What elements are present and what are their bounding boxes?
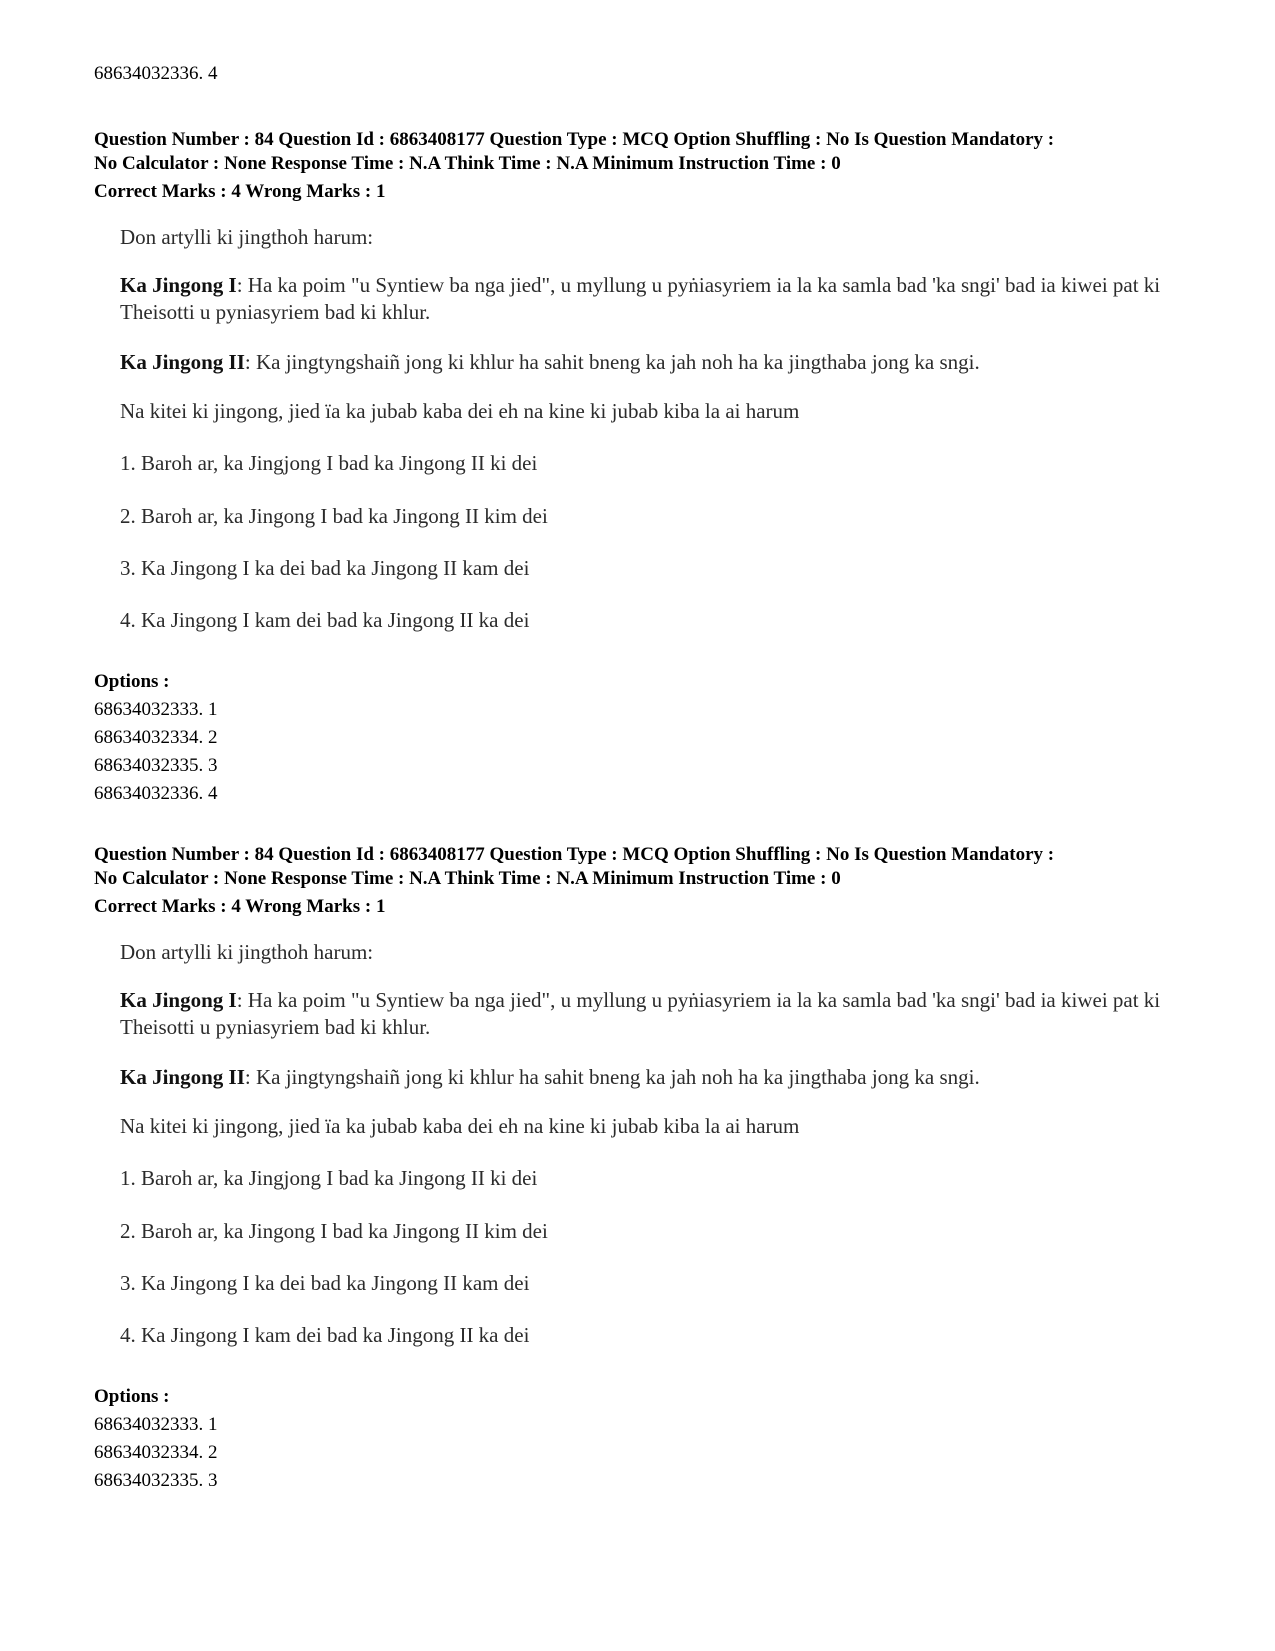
top-option-line: 68634032336. 4 — [94, 63, 218, 84]
choice-4: 4. Ka Jingong I kam dei bad ka Jingong II ka dei — [120, 608, 530, 632]
question-prompt: Na kitei ki jingong, jied ïa ka jubab kaba dei eh na kine ki jubab kiba la ai harum — [120, 1114, 800, 1138]
meta-line-1: Question Number : 84 Question Id : 6863408177 Question Type : MCQ Option Shuffling : No Is Question Mandatory : — [94, 844, 1055, 865]
option-id-1: 68634032333. 1 — [94, 699, 218, 720]
choice-2: 2. Baroh ar, ka Jingong I bad ka Jingong II kim dei — [120, 504, 548, 528]
statement-2-label: Ka Jingong II — [120, 350, 245, 374]
marks-line: Correct Marks : 4 Wrong Marks : 1 — [94, 181, 386, 202]
options-label: Options : — [94, 1386, 170, 1407]
meta-line-2: No Calculator : None Response Time : N.A Think Time : N.A Minimum Instruction Time : 0 — [94, 868, 841, 889]
statement-2 — [120, 1064, 980, 1091]
option-id-2: 68634032334. 2 — [94, 727, 218, 748]
statement-1-text: : Ha ka poim "u Syntiew ba nga jied", u myllung u pyṅiasyriem ia la ka samla bad 'ka sngi' bad ia kiwei pat ki Theisotti u pyniasyriem bad ki khlur. — [120, 988, 1161, 1039]
choice-3: 3. Ka Jingong I ka dei bad ka Jingong II kam dei — [120, 556, 530, 580]
option-id-3: 68634032335. 3 — [94, 1470, 218, 1491]
statement-1-text: : Ha ka poim "u Syntiew ba nga jied", u myllung u pyṅiasyriem ia la ka samla bad 'ka sngi' bad ia kiwei pat ki Theisotti u pyniasyriem bad ki khlur. — [120, 273, 1161, 324]
statement-1 — [120, 272, 1180, 326]
statement-2 — [120, 349, 980, 376]
statement-2-text: : Ka jingtyngshaiñ jong ki khlur ha sahit bneng ka jah noh ha ka jingthaba jong ka sngi. — [244, 1065, 980, 1089]
option-id-1: 68634032333. 1 — [94, 1414, 218, 1435]
statement-1-label: Ka Jingong I — [120, 988, 237, 1012]
statement-2-label: Ka Jingong II — [120, 1065, 245, 1089]
question-intro: Don artylli ki jingthoh harum: — [120, 225, 374, 249]
statement-1 — [120, 987, 1180, 1041]
choice-1: 1. Baroh ar, ka Jingjong I bad ka Jingong II ki dei — [120, 1166, 538, 1190]
meta-line-2: No Calculator : None Response Time : N.A Think Time : N.A Minimum Instruction Time : 0 — [94, 153, 841, 174]
question-meta — [94, 843, 1194, 891]
choice-3: 3. Ka Jingong I ka dei bad ka Jingong II kam dei — [120, 1271, 530, 1295]
question-meta — [94, 128, 1194, 176]
question-intro: Don artylli ki jingthoh harum: — [120, 940, 374, 964]
meta-line-1: Question Number : 84 Question Id : 6863408177 Question Type : MCQ Option Shuffling : No Is Question Mandatory : — [94, 129, 1055, 150]
statement-2-text: : Ka jingtyngshaiñ jong ki khlur ha sahit bneng ka jah noh ha ka jingthaba jong ka sngi. — [244, 350, 980, 374]
statement-1-label: Ka Jingong I — [120, 273, 237, 297]
choice-4: 4. Ka Jingong I kam dei bad ka Jingong II ka dei — [120, 1323, 530, 1347]
marks-line: Correct Marks : 4 Wrong Marks : 1 — [94, 896, 386, 917]
option-id-2: 68634032334. 2 — [94, 1442, 218, 1463]
question-prompt: Na kitei ki jingong, jied ïa ka jubab kaba dei eh na kine ki jubab kiba la ai harum — [120, 399, 800, 423]
choice-2: 2. Baroh ar, ka Jingong I bad ka Jingong II kim dei — [120, 1219, 548, 1243]
option-id-3: 68634032335. 3 — [94, 755, 218, 776]
choice-1: 1. Baroh ar, ka Jingjong I bad ka Jingong II ki dei — [120, 451, 538, 475]
option-id-4: 68634032336. 4 — [94, 783, 218, 804]
options-label: Options : — [94, 671, 170, 692]
